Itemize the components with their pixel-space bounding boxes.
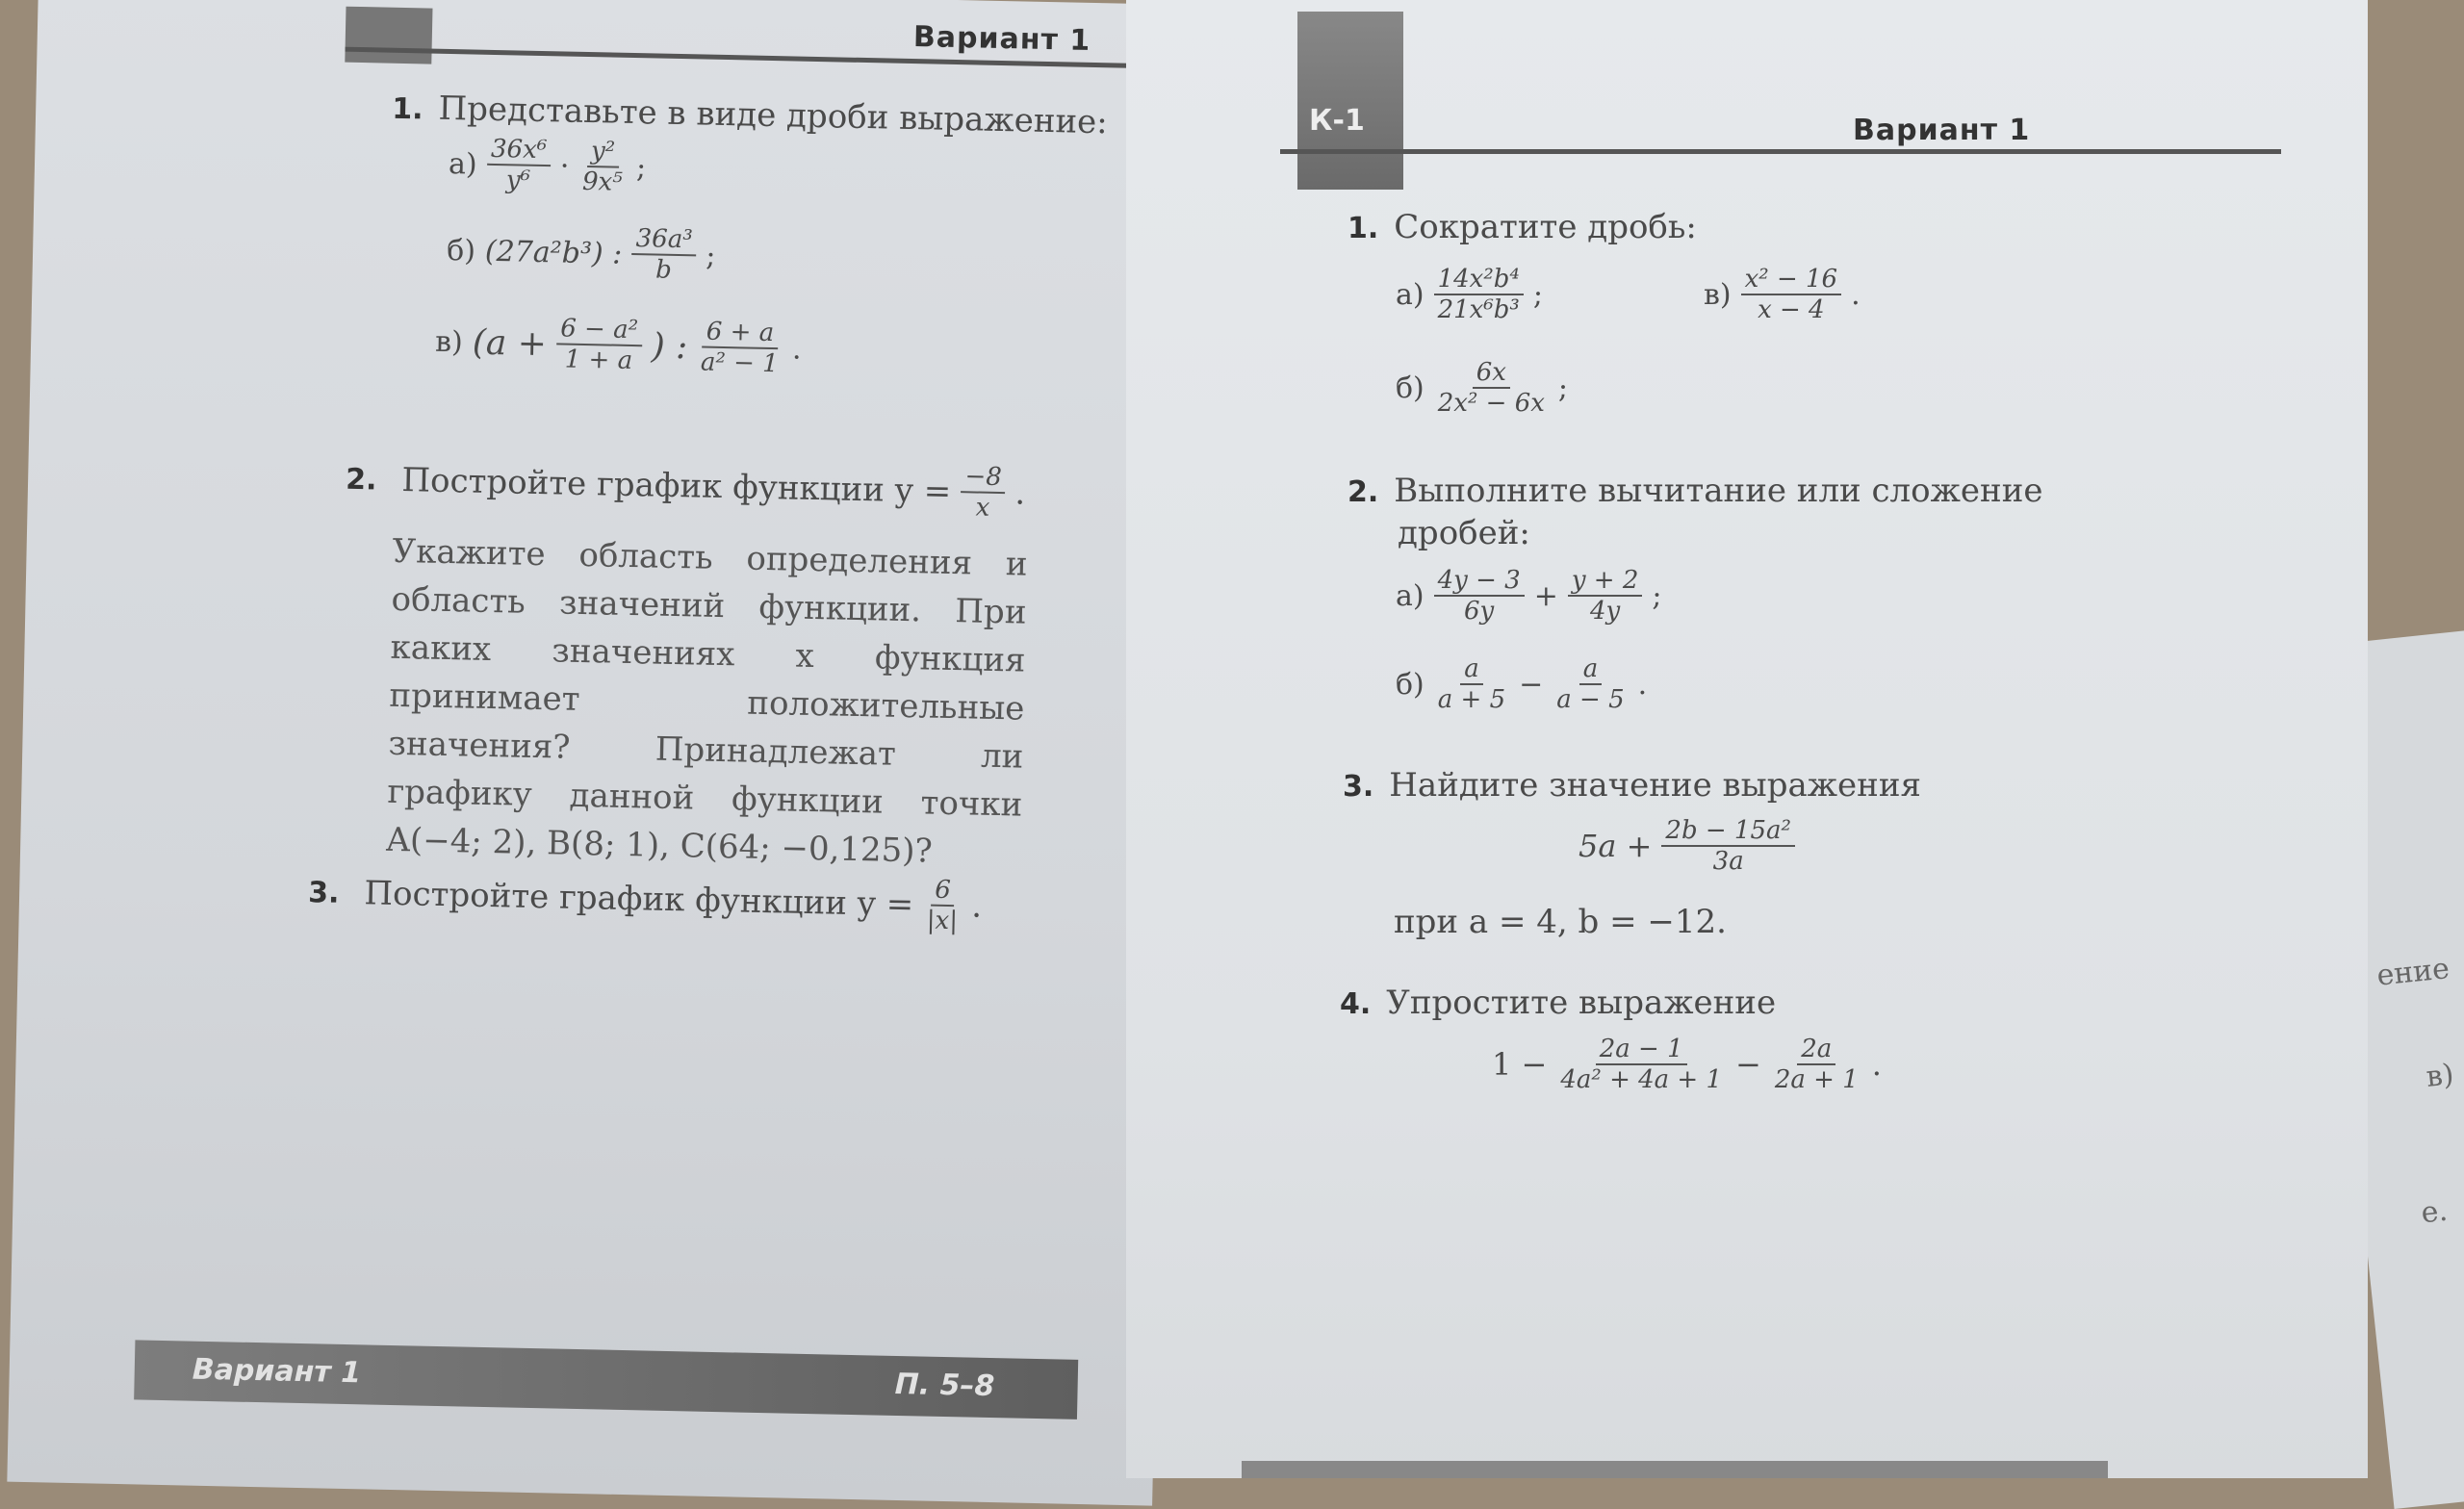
task-1	[1348, 204, 1697, 252]
task-3-condition: при a = 4, b = −12.	[1394, 903, 1727, 941]
task-text: Постройте график функции y =	[364, 874, 914, 925]
task-2a	[1396, 566, 1661, 626]
denominator: 6y	[1464, 597, 1495, 626]
task-number: 3.	[307, 875, 340, 910]
operator: ·	[559, 148, 570, 184]
numerator: a	[1579, 654, 1603, 685]
task-number: 1.	[391, 91, 424, 127]
numerator: 14x²b⁴	[1434, 265, 1524, 295]
task-3-expression	[1578, 816, 1795, 876]
numerator: 36a³	[631, 224, 697, 256]
fraction	[1434, 358, 1549, 418]
denominator: a + 5	[1437, 685, 1506, 714]
task-number: 2.	[1348, 475, 1379, 509]
fraction	[1556, 1035, 1726, 1094]
task-2	[346, 449, 1026, 524]
fraction	[1434, 654, 1509, 714]
denominator: 2x² − 6x	[1437, 389, 1545, 418]
item-label: а)	[1396, 277, 1424, 312]
denominator: 9x⁵	[581, 166, 624, 197]
item-label: б)	[1396, 667, 1424, 702]
denominator: x	[975, 493, 990, 523]
fraction	[697, 317, 783, 378]
numerator: 2a − 1	[1596, 1035, 1687, 1065]
page-header-title: Вариант 1	[1853, 114, 2031, 147]
task-4-expression	[1492, 1035, 1882, 1094]
punctuation: .	[1851, 277, 1861, 312]
punctuation: ;	[1557, 371, 1569, 405]
denominator: 2a + 1	[1774, 1065, 1859, 1094]
denominator: b	[654, 255, 673, 285]
sheet-fragment-text: в)	[2425, 1058, 2456, 1094]
punctuation: ;	[705, 239, 716, 273]
task-text: Постройте график функции y =	[401, 461, 952, 511]
numerator: 6 + a	[702, 318, 778, 350]
footer-section: П. 5–8	[894, 1367, 995, 1404]
operator: +	[1533, 578, 1558, 613]
header-rule	[1280, 149, 2281, 154]
fraction	[1553, 654, 1628, 714]
task-1b	[1396, 358, 1568, 418]
denominator: a² − 1	[700, 347, 780, 379]
numerator: y²	[587, 137, 620, 168]
fraction	[1568, 566, 1643, 626]
task-2	[1348, 468, 2042, 516]
item-label: б)	[1396, 371, 1424, 405]
item-label: а)	[448, 146, 478, 182]
punctuation: .	[1871, 1046, 1882, 1083]
punctuation: .	[970, 886, 983, 926]
numerator: 2b − 15a²	[1661, 816, 1795, 847]
expression: (27a²b³) :	[484, 234, 623, 271]
header-tab	[345, 7, 432, 64]
item-label: а)	[1396, 578, 1424, 613]
numerator: 6	[931, 876, 955, 908]
operator: −	[1735, 1046, 1761, 1083]
task-text: Сократите дробь:	[1394, 208, 1697, 246]
task-1b	[447, 220, 717, 286]
numerator: x² − 16	[1741, 265, 1841, 295]
numerator: a	[1460, 654, 1483, 685]
numerator: 2a	[1797, 1035, 1835, 1065]
task-1a	[1396, 265, 1543, 324]
task-1v	[435, 312, 803, 379]
fraction	[1741, 265, 1841, 324]
fraction	[631, 224, 697, 285]
denominator: |x|	[926, 906, 959, 936]
expression: ) :	[651, 325, 688, 367]
fraction	[961, 462, 1007, 523]
item-label: б)	[446, 233, 476, 269]
fraction	[923, 875, 962, 935]
denominator: 1 + a	[564, 345, 633, 376]
task-number: 2.	[345, 462, 377, 497]
task-1v	[1704, 265, 1861, 324]
expression: 1 −	[1492, 1046, 1548, 1083]
numerator: 36x⁶	[487, 135, 552, 166]
numerator: 4y − 3	[1434, 566, 1525, 597]
denominator: a − 5	[1556, 685, 1625, 714]
task-text: Найдите значение выражения	[1389, 766, 1921, 805]
item-label: в)	[1704, 277, 1732, 312]
task-2b	[1396, 654, 1647, 714]
operator: −	[1519, 667, 1544, 702]
right-page	[1126, 0, 2368, 1478]
task-2-paragraph: Укажите область определения и область значений функции. При каких значениях x функция принимает положительные значения? Принадлежат ли графику данной функции точки A(−4; 2), B(8; 1), C(64; −0,125)?	[385, 531, 1028, 871]
sheet-fragment-text: ение	[2374, 952, 2451, 993]
task-number: 1.	[1348, 212, 1379, 245]
task-4	[1340, 980, 1776, 1028]
fraction	[578, 137, 628, 197]
bottom-edge-bar	[1242, 1461, 2108, 1478]
denominator: 4y	[1589, 597, 1621, 626]
left-page	[7, 0, 1183, 1506]
numerator: 6 − a²	[556, 314, 642, 346]
numerator: −8	[961, 462, 1006, 494]
task-number: 3.	[1343, 770, 1374, 804]
expression: 5a +	[1578, 828, 1653, 864]
task-3	[1343, 762, 1921, 810]
numerator: 6x	[1473, 358, 1510, 389]
numerator: y + 2	[1568, 566, 1643, 597]
task-text: Выполните вычитание или сложение	[1394, 472, 2043, 510]
task-1a	[448, 134, 646, 197]
denominator: 21x⁶b³	[1437, 295, 1520, 324]
punctuation: .	[791, 331, 802, 367]
task-text: Представьте в виде дроби выражение:	[438, 89, 1109, 142]
task-text: Упростите выражение	[1386, 984, 1777, 1022]
task-number: 4.	[1340, 987, 1372, 1021]
expression: (a +	[472, 322, 548, 364]
denominator: 3a	[1712, 847, 1744, 876]
fraction	[1434, 566, 1525, 626]
denominator: x − 4	[1758, 295, 1825, 324]
fraction	[1661, 816, 1795, 876]
punctuation: ;	[1652, 578, 1662, 613]
page-header-title: Вариант 1	[912, 20, 1091, 58]
task-2-line2: дробей:	[1398, 514, 1530, 552]
section-tab	[1297, 12, 1403, 190]
punctuation: ;	[635, 150, 647, 185]
task-3	[308, 862, 983, 936]
denominator: 4a² + 4a + 1	[1560, 1065, 1723, 1094]
section-tab-label: К-1	[1309, 104, 1365, 138]
fraction	[1434, 265, 1524, 324]
fraction	[486, 135, 551, 195]
denominator: y⁶	[505, 166, 531, 195]
sheet-fragment-text: е.	[2419, 1193, 2450, 1231]
fraction	[1771, 1035, 1862, 1094]
punctuation: ;	[1532, 277, 1543, 312]
item-label: в)	[434, 324, 464, 359]
fraction	[555, 314, 642, 375]
punctuation: .	[1014, 473, 1026, 513]
footer-variant: Вариант 1	[192, 1352, 362, 1391]
punctuation: .	[1637, 667, 1648, 702]
